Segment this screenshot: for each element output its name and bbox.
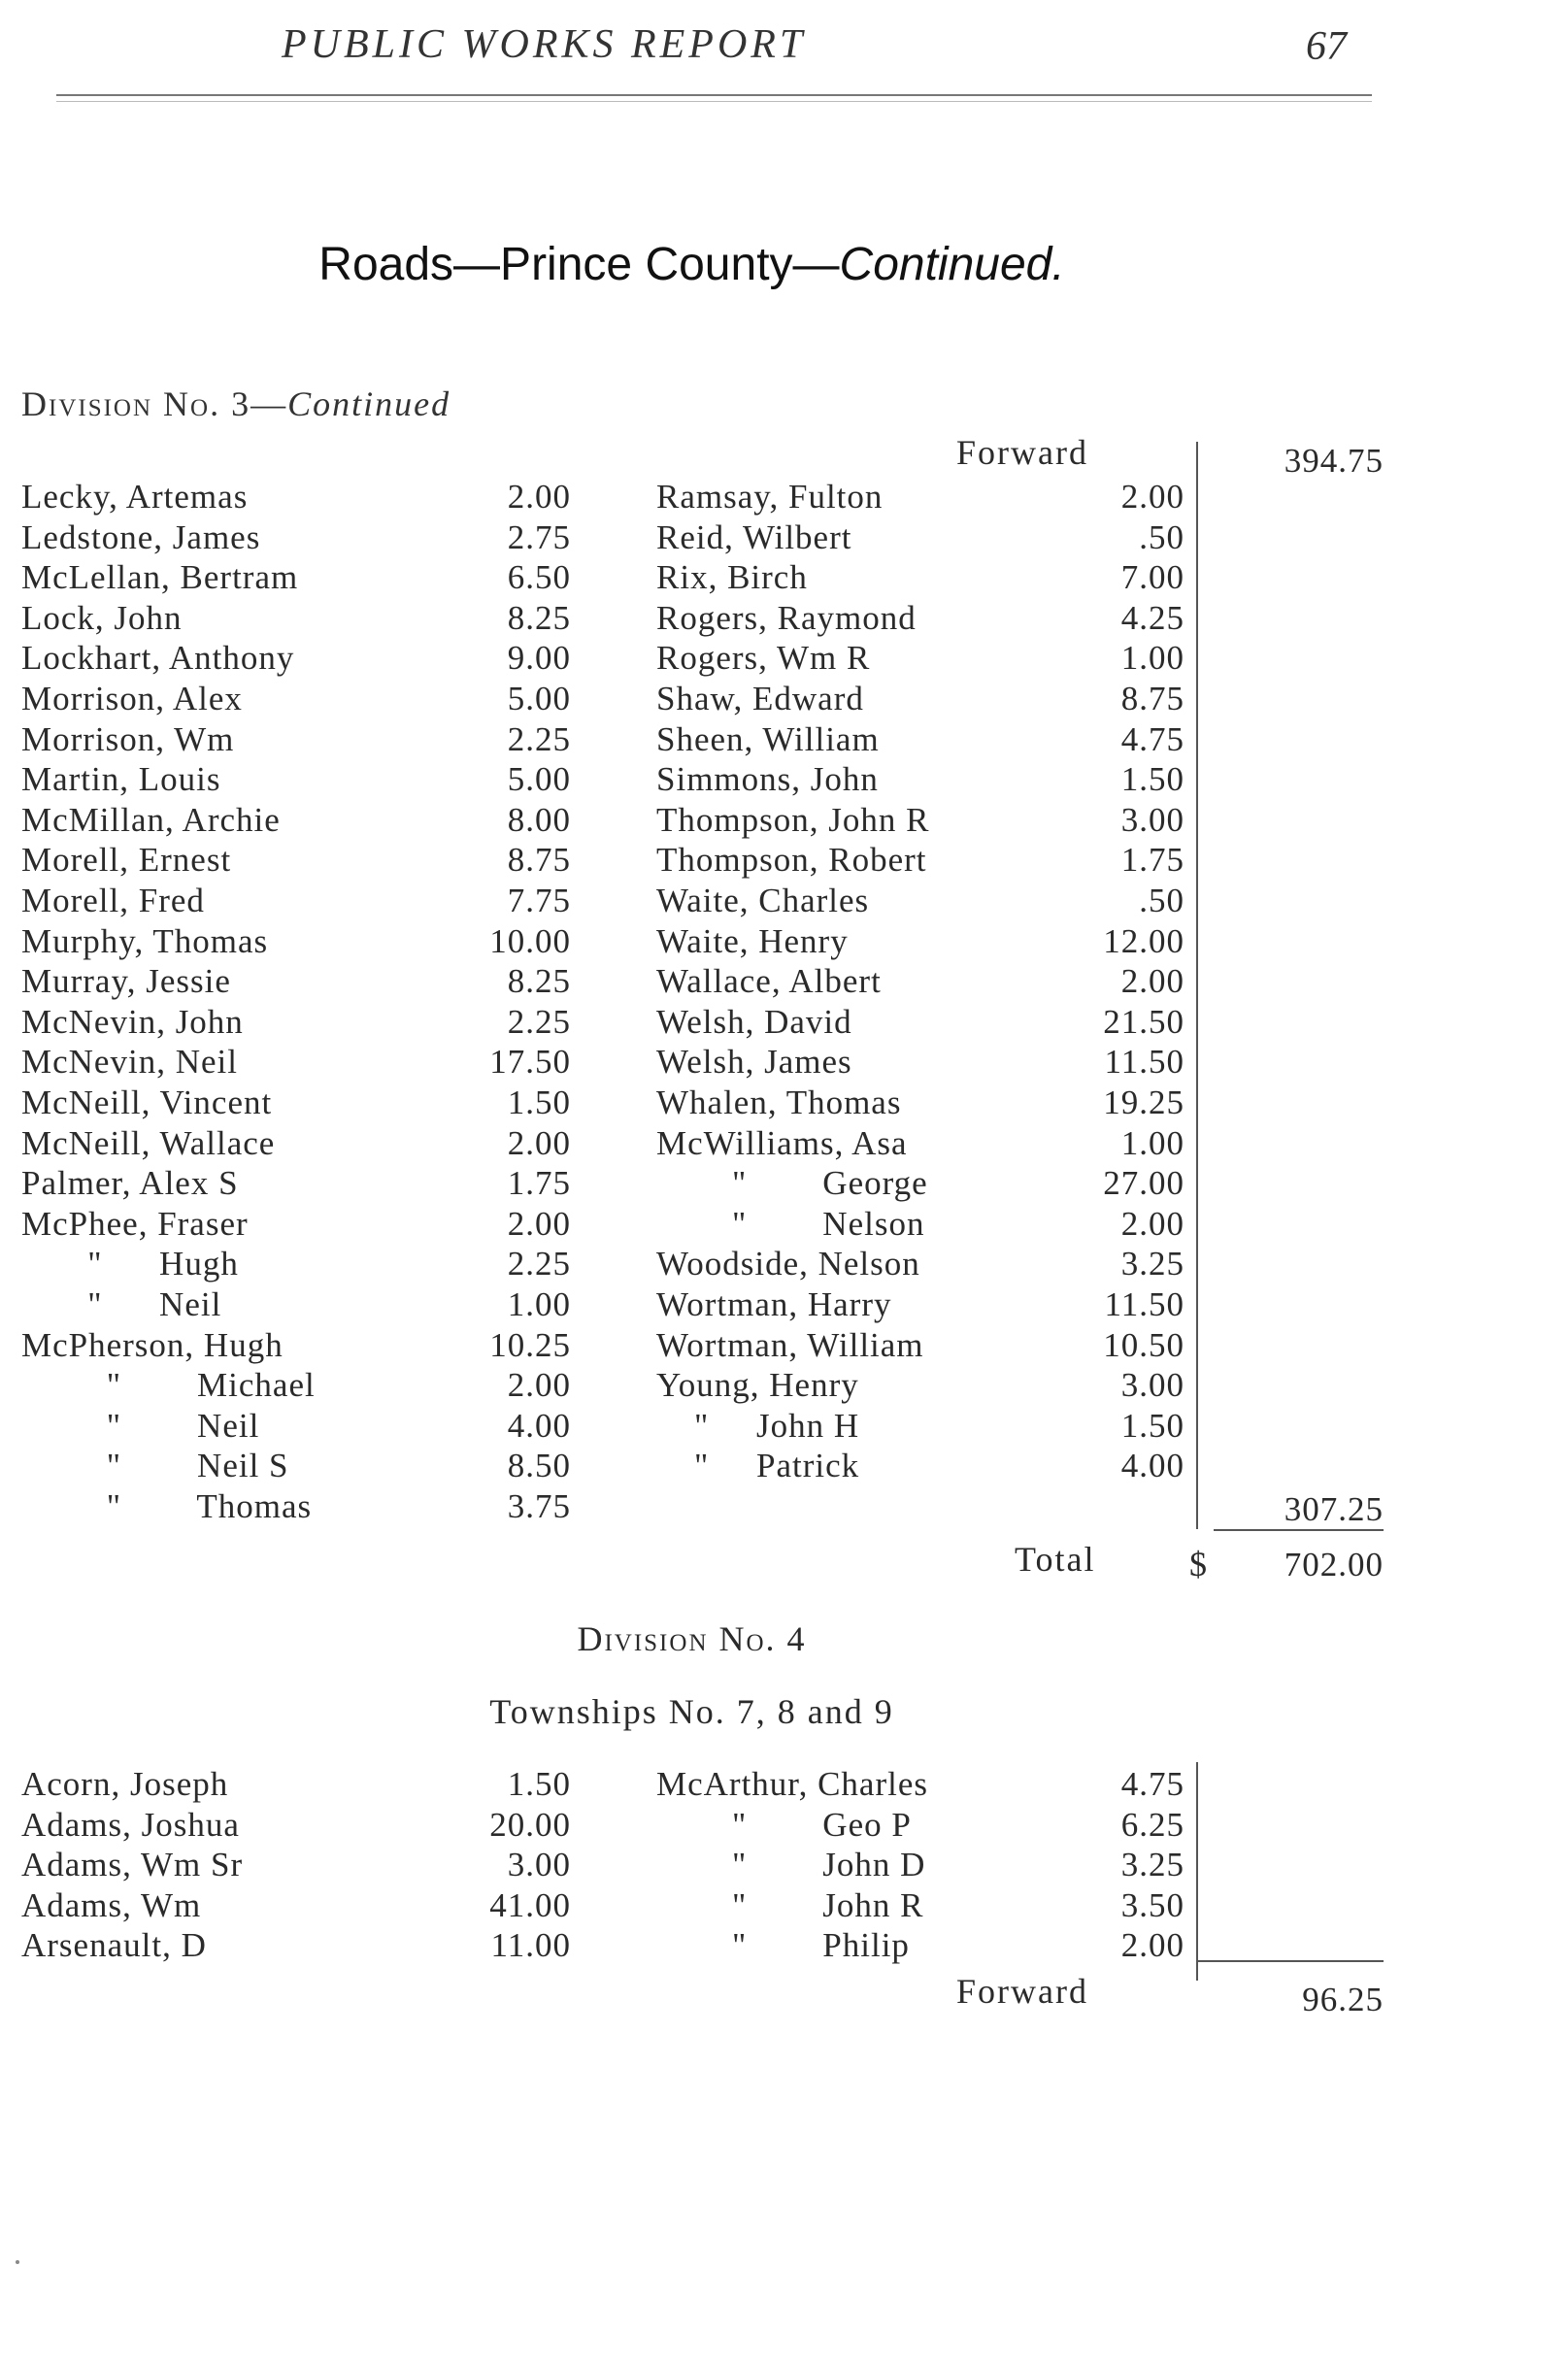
division-3-left-entry-amount: 2.00	[507, 1123, 571, 1162]
division-3-right-entry-amount: 4.00	[1120, 1447, 1184, 1485]
division-3-left-entry-name: Morell, Fred	[21, 882, 205, 919]
division-3-left-entry-name: Lock, John	[21, 598, 183, 637]
division-3-left-entry-amount: 8.00	[507, 800, 571, 839]
division-3-right-entry-amount: 3.00	[1120, 1366, 1184, 1405]
division-3-subtotal: 307.25	[1284, 1490, 1384, 1528]
division-4-left-entry-amount: 20.00	[489, 1805, 571, 1844]
division-3-right-entry-name: Simmons, John	[656, 760, 879, 799]
division-3-left-entry-amount: 8.25	[507, 962, 571, 1001]
division-3-left-entry-amount: 3.75	[507, 1487, 571, 1525]
division-3-left-entry-name: Morrison, Alex	[21, 680, 243, 717]
division-3-right-entry-name: Ramsay, Fulton	[656, 478, 884, 516]
division-4-right-entry-amount: 2.00	[1120, 1926, 1184, 1965]
division-3-left-entry-amount: 8.75	[507, 841, 571, 880]
division-3-right-entry-amount: 21.50	[1103, 1002, 1184, 1041]
division-3-left-entry-name: Martin, Louis	[21, 760, 221, 799]
division-4-right-entry-name: " John D	[656, 1846, 926, 1884]
division-3-left-entry-amount: 2.00	[507, 1204, 571, 1243]
division-3-right-entry-name: McWilliams, Asa	[656, 1123, 908, 1162]
division-3-right-entry-name: Rogers, Wm R	[656, 639, 871, 678]
division-3-left-entry-amount: 1.00	[507, 1285, 571, 1323]
division-3-left-entry-name: Ledstone, James	[21, 517, 261, 556]
total-label: Total	[1015, 1540, 1096, 1579]
division-3-right-entry-name: Waite, Henry	[656, 921, 849, 960]
division-3-right-entry-amount: 2.00	[1120, 478, 1184, 516]
division-3-right-entry-amount: 1.50	[1120, 760, 1184, 799]
division-3-forward-label: Forward	[956, 433, 1088, 472]
division-3-right-entry-amount: 10.50	[1103, 1325, 1184, 1364]
division-4-left-entry-amount: 3.00	[507, 1846, 571, 1884]
division-4-left-entry-amount: 41.00	[489, 1885, 571, 1924]
division-3-left-entry-name: Lockhart, Anthony	[21, 639, 295, 678]
division-3-left-entry-amount: 1.50	[507, 1083, 571, 1121]
division-3-left-entry-name: McNeill, Wallace	[21, 1123, 276, 1162]
division-4-right-entry-name: " John R	[656, 1885, 924, 1924]
division-3-left-entry-name: Morell, Ernest	[21, 841, 232, 880]
division-3-right-entry-amount: 1.00	[1120, 639, 1184, 678]
division-3-left-entry-amount: 17.50	[489, 1043, 571, 1082]
division-3-left-entry-amount: 7.75	[507, 882, 571, 919]
division-4-right-entry-amount: 4.75	[1120, 1765, 1184, 1803]
division-3-left-entry-amount: 6.50	[507, 558, 571, 597]
division-4-right-entry-amount: 3.50	[1120, 1885, 1184, 1924]
division-3-left-entry-amount: 10.00	[489, 921, 571, 960]
division-3-right-entry-name: Waite, Charles	[656, 882, 870, 919]
division-3-left-entry-amount: 2.00	[507, 478, 571, 516]
division-3-left-entry-name: " Neil	[21, 1285, 222, 1323]
division-3-right-entry-name: Thompson, John R	[656, 800, 930, 839]
division-3-right-entry-amount: 3.00	[1120, 800, 1184, 839]
division-3-right-entry-amount: 19.25	[1103, 1083, 1184, 1121]
division-3-right-entry-name: Wortman, Harry	[656, 1285, 892, 1323]
division-4-right-entry-name: " Philip	[656, 1926, 910, 1965]
division-3-left-entry-amount: 2.25	[507, 719, 571, 758]
division-3-right-entry-amount: 2.00	[1120, 1204, 1184, 1243]
division-3-right-entry-amount: 27.00	[1103, 1164, 1184, 1203]
division-3-right-entry-name: Thompson, Robert	[656, 841, 927, 880]
total-currency: $	[1189, 1545, 1209, 1583]
division-3-right-entry-amount: 8.75	[1120, 680, 1184, 717]
division-3-left-entry-amount: 2.75	[507, 517, 571, 556]
division-3-left-entry-amount: 10.25	[489, 1325, 571, 1364]
division-3-left-entry-amount: 5.00	[507, 680, 571, 717]
running-header-title: PUBLIC WORKS REPORT	[282, 22, 807, 67]
division-3-right-entry-name: Shaw, Edward	[656, 680, 864, 717]
division-3-forward-amount: 394.75	[1284, 442, 1384, 480]
division-3-left-entry-name: " Thomas	[21, 1487, 313, 1525]
division-3-right-entry-name: Rix, Birch	[656, 558, 808, 597]
division-3-label: Division No. 3—	[21, 384, 288, 423]
division-4-left-entry-name: Adams, Wm Sr	[21, 1846, 244, 1884]
heading-continued: Continued.	[839, 239, 1065, 290]
division-3-right-entry-name: Wallace, Albert	[656, 962, 882, 1001]
division-3-left-entry-name: McNeill, Vincent	[21, 1083, 273, 1121]
division-4-right-entry-name: " Geo P	[656, 1805, 912, 1844]
division-3-left-entry-amount: 9.00	[507, 639, 571, 678]
division-3-right-entry-name: Rogers, Raymond	[656, 598, 917, 637]
division-3-left-entry-amount: 4.00	[507, 1406, 571, 1445]
division-3-right-entry-name: Welsh, James	[656, 1043, 852, 1082]
division-3-left-entry-name: Palmer, Alex S	[21, 1164, 239, 1203]
division-3-right-entry-amount: 11.50	[1104, 1043, 1184, 1082]
column-rule-div4	[1196, 1762, 1198, 1981]
division-3-left-entry-name: McPherson, Hugh	[21, 1325, 284, 1364]
division-4-left-entry-name: Arsenault, D	[21, 1926, 207, 1965]
division-3-right-entry-amount: 4.25	[1120, 598, 1184, 637]
division-4-townships: Townships No. 7, 8 and 9	[489, 1692, 894, 1731]
division-4-right-entry-amount: 3.25	[1120, 1846, 1184, 1884]
division-3-right-entry-name: " Nelson	[656, 1204, 925, 1243]
division-3-total: 702.00	[1284, 1546, 1384, 1583]
heading-main: Roads—Prince County—	[318, 239, 840, 290]
division-4-forward-label: Forward	[956, 1972, 1088, 2011]
division-3-right-entry-amount: 11.50	[1104, 1285, 1184, 1323]
division-3-left-entry-name: McNevin, John	[21, 1002, 244, 1041]
page-number: 67	[1306, 24, 1347, 69]
division-3-left-entry-name: McLellan, Bertram	[21, 558, 299, 597]
division-3-right-entry-name: Young, Henry	[656, 1366, 859, 1405]
division-3-left-entry-name: McPhee, Fraser	[21, 1204, 249, 1243]
division-3-left-entry-name: " Neil	[21, 1406, 260, 1445]
forward-rule	[1196, 1960, 1384, 1962]
division-3-right-entry-amount: 1.00	[1120, 1123, 1184, 1162]
division-4-left-entry-amount: 1.50	[507, 1765, 571, 1803]
division-3-left-entry-name: Murphy, Thomas	[21, 921, 269, 960]
division-3-right-entry-name: Woodside, Nelson	[656, 1245, 920, 1283]
division-3-right-entry-amount: 7.00	[1120, 558, 1184, 597]
division-3-left-entry-amount: 2.00	[507, 1366, 571, 1405]
division-3-left-entry-name: McNevin, Neil	[21, 1043, 238, 1082]
division-3-right-entry-amount: 4.75	[1120, 719, 1184, 758]
division-3-right-entry-name: " John H	[656, 1406, 860, 1445]
division-4-forward-amount: 96.25	[1302, 1981, 1384, 2018]
division-4-heading: Division No. 4	[577, 1619, 807, 1658]
division-4-right-entry-name: McArthur, Charles	[656, 1765, 928, 1803]
division-3-continued: Continued	[287, 384, 451, 423]
division-3-left-entry-name: Lecky, Artemas	[21, 478, 249, 516]
division-3-left-entry-amount: 8.25	[507, 598, 571, 637]
division-3-left-entry-name: Murray, Jessie	[21, 962, 231, 1001]
division-3-right-entry-amount: 12.00	[1103, 921, 1184, 960]
division-3-left-entry-name: " Hugh	[21, 1245, 239, 1283]
division-3-left-entry-name: McMillan, Archie	[21, 800, 281, 839]
division-3-right-entry-name: Welsh, David	[656, 1002, 852, 1041]
division-3-left-entry-amount: 8.50	[507, 1447, 571, 1485]
division-3-left-entry-amount: 2.25	[507, 1245, 571, 1283]
division-3-right-entry-amount: 3.25	[1120, 1245, 1184, 1283]
division-3-left-entry-amount: 2.25	[507, 1002, 571, 1041]
division-3-right-entry-amount: 2.00	[1120, 962, 1184, 1001]
division-3-left-entry-name: Morrison, Wm	[21, 719, 235, 758]
division-3-right-entry-name: Wortman, William	[656, 1325, 924, 1364]
division-3-left-entry-name: " Michael	[21, 1366, 316, 1405]
division-3-right-entry-amount: 1.50	[1120, 1406, 1184, 1445]
division-3-right-entry-amount: .50	[1139, 517, 1184, 556]
division-3-right-entry-name: Whalen, Thomas	[656, 1083, 902, 1121]
division-3-right-entry-name: " George	[656, 1164, 928, 1203]
division-3-right-entry-name: " Patrick	[656, 1447, 860, 1485]
division-4-left-entry-amount: 11.00	[490, 1926, 571, 1965]
division-3-right-entry-name: Reid, Wilbert	[656, 517, 852, 556]
division-3-left-entry-amount: 1.75	[507, 1164, 571, 1203]
division-3-right-entry-amount: .50	[1139, 882, 1184, 919]
division-4-left-entry-name: Adams, Wm	[21, 1885, 202, 1924]
division-4-right-entry-amount: 6.25	[1120, 1805, 1184, 1844]
division-3-right-entry-name: Sheen, William	[656, 719, 880, 758]
division-3-left-entry-amount: 5.00	[507, 760, 571, 799]
division-3-right-entry-amount: 1.75	[1120, 841, 1184, 880]
division-3-left-entry-name: " Neil S	[21, 1447, 289, 1485]
division-4-left-entry-name: Adams, Joshua	[21, 1805, 240, 1844]
page-speck	[16, 2260, 19, 2264]
division-4-left-entry-name: Acorn, Joseph	[21, 1765, 229, 1803]
